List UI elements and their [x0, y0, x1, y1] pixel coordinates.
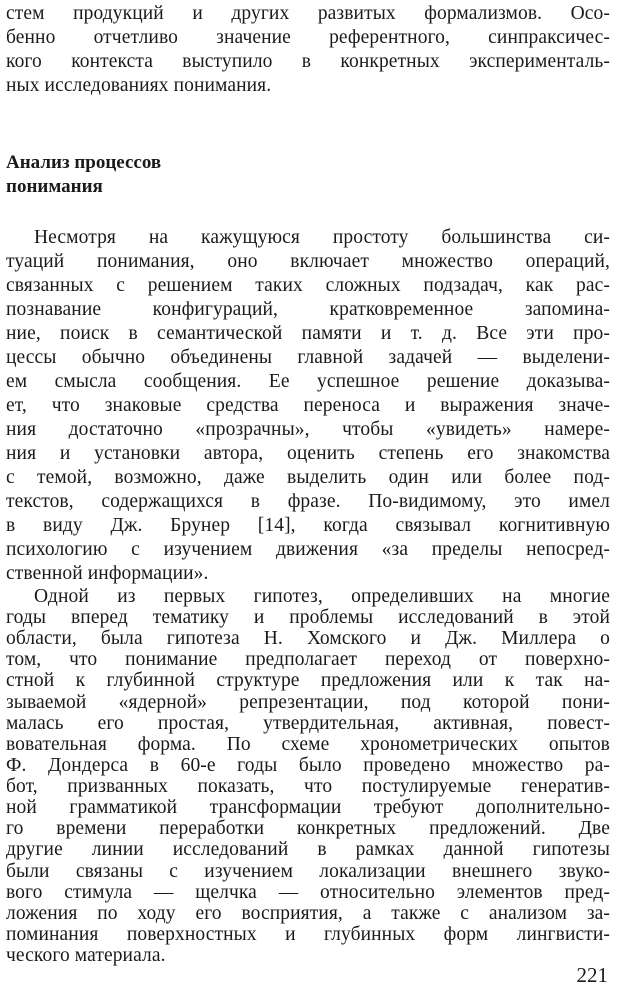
paragraph-1-line: текстов, содержащихся в фразе. По-видимому, это имел — [6, 491, 610, 512]
paragraph-1-line: с темой, возможно, даже выделить один или более под- — [6, 467, 610, 488]
paragraph-2-line: го времени переработки конкретных предложений. Две — [6, 818, 610, 840]
intro-line: стем продукций и других развитых формализмов. Осо- — [6, 3, 610, 24]
intro-line: бенно отчетливо значение референтного, синпраксичес- — [6, 27, 610, 48]
paragraph-2-line: были связаны с изучением локализации внешнего звуко- — [6, 860, 610, 882]
paragraph-1-line: познавание конфигураций, кратковременное запомина- — [6, 299, 610, 320]
paragraph-1-line: связанных с решением таких сложных подзадач, как рас- — [6, 275, 610, 296]
paragraph-2-line: том, что понимание предполагает переход от поверхно- — [6, 649, 610, 671]
paragraph-2-line: другие линии исследований в рамках данной гипотезы — [6, 839, 610, 861]
paragraph-1-line: цессы обычно объединены главной задачей — выделени- — [6, 347, 610, 368]
paragraph-1-line: туаций понимания, оно включает множество операций, — [6, 251, 610, 272]
paragraph-1-line: психологию с изучением движения «за пределы непосред- — [6, 539, 610, 560]
paragraph-1-line: Несмотря на кажущуюся простоту большинства си- — [34, 227, 610, 248]
paragraph-2-line: годы вперед тематику и проблемы исследований в этой — [6, 607, 610, 629]
paragraph-1-line: ние, поиск в семантической памяти и т. д. Все эти про- — [6, 323, 610, 344]
section-heading-line-1: Анализ процессов — [6, 152, 162, 173]
paragraph-1-line: ния достаточно «прозрачны», чтобы «увидеть» намере- — [6, 419, 610, 440]
paragraph-1-line: ния и установки автора, оценить степень его знакомства — [6, 443, 610, 464]
paragraph-2-line: ной грамматикой трансформации требуют дополнительно- — [6, 797, 610, 819]
paragraph-1-line: ет, что знаковые средства переноса и выражения значе- — [6, 395, 610, 416]
paragraph-1-line: ственной информации». — [6, 563, 209, 584]
paragraph-2-line: зываемой «ядерной» репрезентации, под которой пони- — [6, 691, 610, 713]
section-heading-line-2: понимания — [6, 176, 103, 197]
paragraph-2-line: малась его простая, утвердительная, активная, повест- — [6, 712, 610, 734]
paragraph-2-line: Ф. Дондерса в 60-е годы было проведено множество ра- — [6, 754, 610, 776]
paragraph-2-line: ческого материала. — [6, 945, 166, 966]
paragraph-2-line: стной к глубинной структуре предложения или к так на- — [6, 670, 610, 692]
paragraph-1-line: в виду Дж. Брунер [14], когда связывал когнитивную — [6, 515, 610, 536]
paragraph-2-line: ложения по ходу его восприятия, а также с анализом за- — [6, 902, 610, 924]
paragraph-2-line: поминания поверхностных и глубинных форм лингвисти- — [6, 923, 610, 945]
paragraph-2-line: вого стимула — щелчка — относительно элементов пред- — [6, 881, 610, 903]
paragraph-2-line: вовательная форма. По схеме хронометрических опытов — [6, 733, 610, 755]
paragraph-2-line: Одной из первых гипотез, определивших на многие — [34, 586, 610, 607]
page-number: 221 — [576, 963, 608, 987]
intro-line: кого контекста выступило в конкретных эксперименталь- — [6, 51, 610, 72]
paragraph-2-line: области, была гипотеза Н. Хомского и Дж. Миллера о — [6, 628, 610, 650]
intro-line: ных исследованиях понимания. — [6, 75, 272, 96]
paragraph-1-line: ем смысла сообщения. Ее успешное решение доказыва- — [6, 371, 610, 392]
paragraph-2-line: бот, призванных показать, что постулируемые генератив- — [6, 776, 610, 798]
